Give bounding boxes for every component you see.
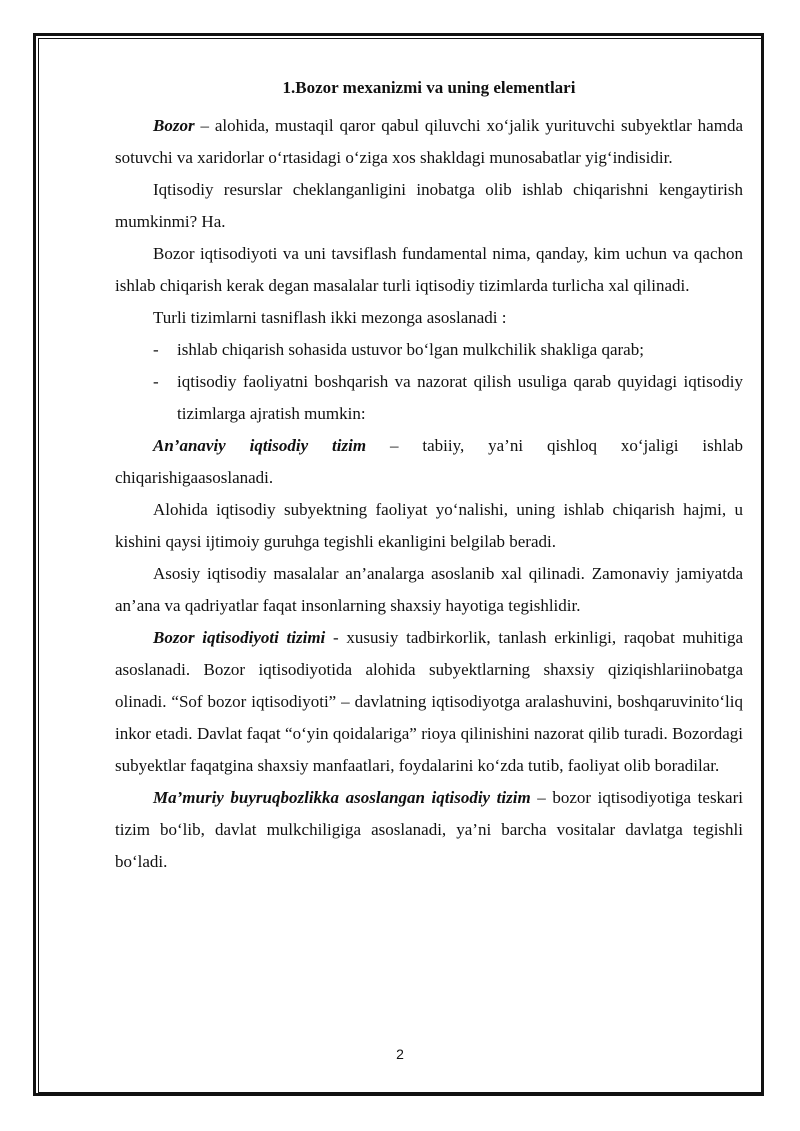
- paragraph-text: – bozor iqtisodiyotiga teskari tizim bo‘lib, davlat mulkchiligiga asoslanadi, ya’ni barcha vositalar davlatga tegishli bo‘ladi.: [115, 788, 743, 871]
- term-bozor: Bozor: [153, 116, 195, 135]
- document-body: [115, 72, 743, 878]
- paragraph-command-system: [115, 782, 743, 878]
- paragraph-fundamental: Bozor iqtisodiyoti va uni tavsiflash fundamental nima, qanday, kim uchun va qachon ishlab chiqarish kerak degan masalalar turli iqtisodiy tizimlarda turlicha xal qilinadi.: [115, 244, 743, 295]
- paragraph-classification: Turli tizimlarni tasniflash ikki mezonga asoslanadi :: [153, 308, 507, 327]
- page-number: 2: [396, 1046, 404, 1062]
- dash-marker: -: [153, 372, 159, 391]
- paragraph-resources: Iqtisodiy resurslar cheklanganligini inobatga olib ishlab chiqarishni kengaytirish mumkinmi? Ha.: [115, 180, 743, 231]
- list-item: [115, 366, 743, 430]
- paragraph-text: - xususiy tadbirkorlik, tanlash erkinligi, raqobat muhitiga asoslanadi. Bozor iqtisodiyotida alohida subyektlarning shaxsiy qiziqishlariinobatga olinadi. “Sof bozor iqtisodiyoti” – davlatning iqtisodiyotga aralashuvini, boshqaruvinito‘liq inkor etadi. Davlat faqat “o‘yin qoidalariga” rioya qilinishini nazorat qilib turadi. Bozordagi subyektlar faqatgina shaxsiy manfaatlari, foydalarini ko‘zda tutib, faoliyat olib boradilar.: [115, 628, 743, 775]
- paragraph-traditional: [115, 430, 743, 494]
- paragraph-subject-activity: Alohida iqtisodiy subyektning faoliyat yo‘nalishi, uning ishlab chiqarish hajmi, u kishini qaysi ijtimoiy guruhga tegishli ekanligini belgilab beradi.: [115, 500, 743, 551]
- paragraph-market-system: [115, 622, 743, 782]
- list-item-text: iqtisodiy faoliyatni boshqarish va nazorat qilish usuliga qarab quyidagi iqtisodiy tizimlarga ajratish mumkin:: [177, 372, 743, 423]
- section-title: 1.Bozor mexanizmi va uning elementlari: [282, 78, 576, 97]
- term-market-economy-system: Bozor iqtisodiyoti tizimi: [153, 628, 326, 647]
- paragraph-text: – alohida, mustaqil qaror qabul qiluvchi xo‘jalik yurituvchi subyektlar hamda sotuvchi va xaridorlar o‘rtasidagi o‘ziga xos shakldagi munosabatlar yig‘indisidir.: [115, 116, 743, 167]
- paragraph-bozor: [115, 110, 743, 174]
- term-traditional-system: An’anaviy iqtisodiy tizim: [153, 436, 367, 455]
- list-item: [115, 334, 743, 366]
- criteria-list: [115, 334, 743, 430]
- paragraph-text: – tabiiy, ya’ni qishloq xo‘jaligi ishlab chiqarishigaasoslanadi.: [115, 436, 743, 487]
- term-command-economy-system: Ma’muriy buyruqbozlikka asoslangan iqtisodiy tizim: [153, 788, 531, 807]
- list-item-text: ishlab chiqarish sohasida ustuvor bo‘lgan mulkchilik shakliga qarab;: [177, 340, 644, 359]
- dash-marker: -: [153, 340, 159, 359]
- paragraph-traditions: Asosiy iqtisodiy masalalar an’analarga asoslanib xal qilinadi. Zamonaviy jamiyatda an’ana va qadriyatlar faqat insonlarning shaxsiy hayotiga tegishlidir.: [115, 564, 743, 615]
